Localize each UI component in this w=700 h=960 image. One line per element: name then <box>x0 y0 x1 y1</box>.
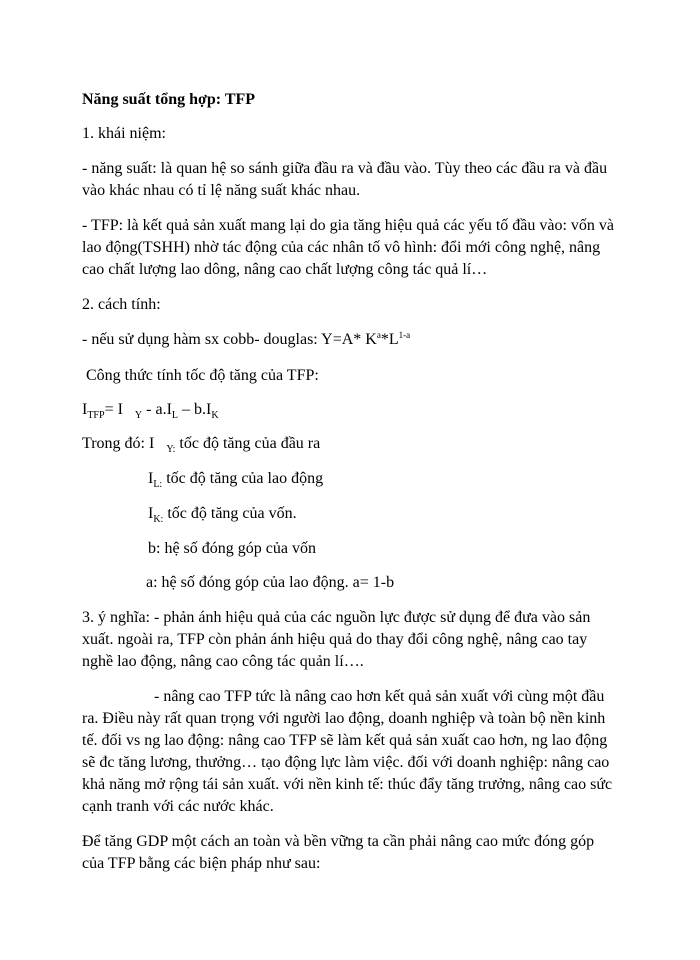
labor-i: I <box>148 470 154 487</box>
paragraph-nang-suat-line-2: vào khác nhau có tỉ lệ năng suất khác nhau. <box>82 182 361 199</box>
capital-i: I <box>148 505 154 522</box>
where-output-text: tốc độ tăng của đầu ra <box>175 435 321 452</box>
paragraph-tfp-line-3: cao chất lượng lao dông, nâng cao chất lượng công tác quả lí… <box>82 261 488 278</box>
paragraph-nang-suat-line-1: - năng suất: là quan hệ so sánh giữa đầu ra và đầu vào. Tùy theo các đầu ra và đầu <box>82 160 608 177</box>
section-1-heading: 1. khái niệm: <box>82 125 166 142</box>
where-line-b: b: hệ số đóng góp của vốn <box>148 540 316 557</box>
section-3-line-2: xuất. ngoài ra, TFP còn phản ánh hiệu quả do thay đổi công nghệ, nâng cao tay <box>82 631 588 648</box>
cobb-douglas-line <box>82 330 410 351</box>
formula-i: I <box>82 401 88 418</box>
meaning-paragraph-line-2: ra. Điều này rất quan trọng với người lao động, doanh nghiệp và toàn bộ nền kinh <box>82 710 606 727</box>
meaning-paragraph-line-4: sẽ đc tăng lương, thưởng… tạo động lực làm việc. đối với doanh nghiệp: nâng cao <box>82 754 610 771</box>
formula-sub-l: L <box>171 410 179 421</box>
formula-mid-2: – b.I <box>178 401 212 418</box>
formula-mid: - a.I <box>142 401 172 418</box>
doc-title: Năng suất tổng hợp: TFP <box>82 91 256 108</box>
meaning-paragraph-line-1: - nâng cao TFP tức là nâng cao hơn kết quả sản xuất với cùng một đầu <box>154 688 605 705</box>
paragraph-tfp-line-1: - TFP: là kết quả sản xuất mang lại do gia tăng hiệu quả các yếu tố đầu vào: vốn và <box>82 217 615 234</box>
cobb-exponent-a: a <box>376 330 381 340</box>
formula-sub-tfp: TFP <box>87 410 105 421</box>
gdp-paragraph-line-2: của TFP bằng các biện pháp như sau: <box>82 855 321 872</box>
cobb-douglas-prefix: - nếu sử dụng hàm sx cobb- douglas: Y=A* K <box>82 331 377 348</box>
meaning-paragraph-line-5: khả năng mở rộng tái sản xuất. với nền kinh tế: thúc đẩy tăng trưởng, nâng cao sức <box>82 776 613 793</box>
tfp-formula <box>82 400 219 422</box>
gdp-paragraph-line-1: Để tăng GDP một cách an toàn và bền vững ta cần phải nâng cao mức đóng góp <box>82 833 595 850</box>
tfp-rate-heading: Công thức tính tốc độ tăng của TFP: <box>82 367 319 384</box>
cobb-douglas-mid: *L <box>380 331 399 348</box>
where-line-output <box>82 434 320 456</box>
meaning-paragraph-line-3: tế. đối vs ng lao động: nâng cao TFP sẽ làm kết quả sản xuất cao hơn, ng lao động <box>82 732 608 749</box>
formula-sub-y: Y <box>134 410 143 421</box>
labor-text: tốc độ tăng của lao động <box>162 470 324 487</box>
where-line-labor <box>148 469 323 491</box>
where-line-capital <box>148 504 297 526</box>
section-2-heading: 2. cách tính: <box>82 296 161 313</box>
section-3-line-3: nghề lao động, nâng cao công tác quản lí…. <box>82 653 364 670</box>
labor-sub: L: <box>153 479 163 490</box>
section-3-line-1: 3. ý nghĩa: - phản ánh hiệu quả của các nguồn lực được sử dụng để đưa vào sản <box>82 609 591 626</box>
capital-sub: K: <box>153 514 164 525</box>
where-sub-y: Y: <box>166 444 176 455</box>
cobb-exponent-1-minus-a: 1-a <box>398 330 411 340</box>
meaning-paragraph-line-6: cạnh tranh với các nước khác. <box>82 798 274 815</box>
where-prefix: Trong đó: I <box>82 435 155 452</box>
capital-text: tốc độ tăng của vốn. <box>163 505 297 522</box>
formula-equals: = I <box>104 401 123 418</box>
paragraph-tfp-line-2: lao động(TSHH) nhờ tác động của các nhân tố vô hình: đổi mới công nghệ, nâng <box>82 239 601 256</box>
formula-sub-k: K <box>211 410 219 421</box>
where-line-a: a: hệ số đóng góp của lao động. a= 1-b <box>146 574 395 591</box>
